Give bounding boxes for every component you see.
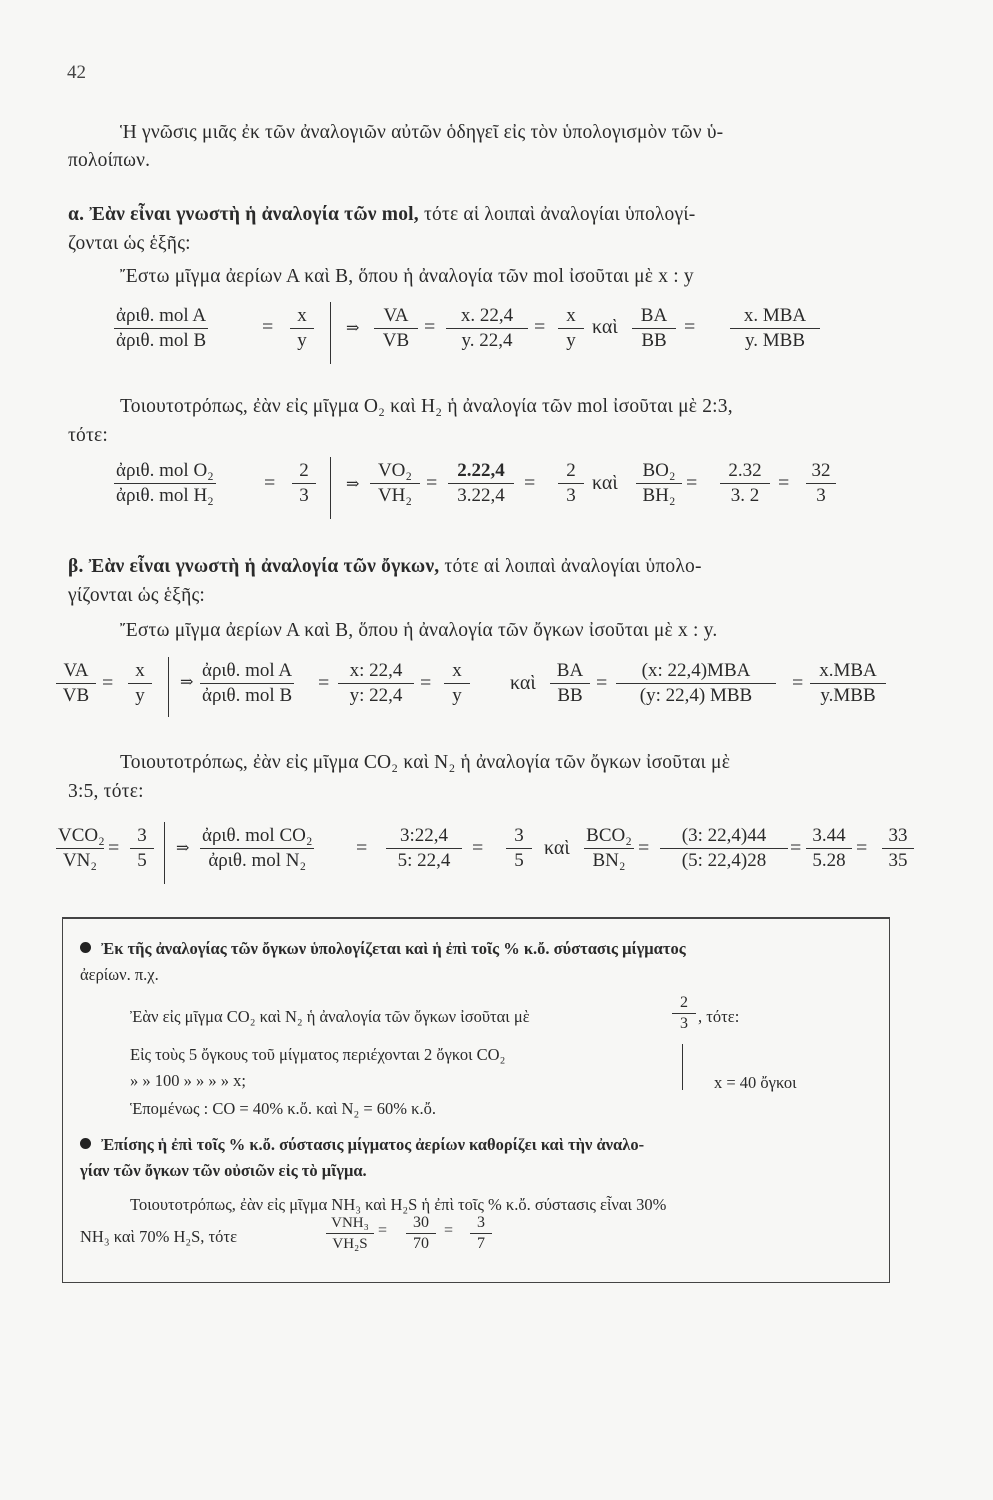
equals-sign: = <box>262 316 274 338</box>
fraction-arith-mol-A-B: ἀριθ. mol A ἀριθ. mol B <box>116 305 207 351</box>
beta-heading: β. Ἐὰν εἶναι γνωστὴ ἡ ἀναλογία τῶν ὄγκων, <box>68 556 440 577</box>
fraction-xc224-yc224: x: 22,4 y: 22,4 <box>338 660 414 707</box>
page: 42 Ἡ γνῶσις μιᾶς ἐκ τῶν ἀναλογιῶν αὐτῶν ὁδηγεῖ εἰς τὸν ὑπολογισμὸν τῶν ὑ- πολοίπων. α. Ἐὰν εἶναι γνωστὴ ἡ ἀναλογία τῶν mol, τότε αἱ λοιπαὶ ἀναλογίαι ὑπολογί- ζονται ὡς ἑξῆς: Ἔστω μῖγμα ἀερίων Α καὶ Β, ὅπου ἡ ἀναλογία τῶν mol ἰσοῦται μὲ x : y ἀριθ. mol A ἀριθ. mol B = x y ⇒ VA VB = x. 22,4 y. 22,4 = x y καὶ BA BB = x. MBA y. MBB Τοιουτοτρόπως, ἐὰν εἰς μῖγμα O₂ καὶ H₂ ἡ ἀναλογία τῶν mol ἰσοῦται μὲ 2:3, τότε: ἀριθ. mol O₂ ἀριθ. mol H₂ = 2 3 ⇒ VO₂ VH₂ = 2.22,4 3.22,4 = 2 3 καὶ BO₂ BH₂ = 2.32 3. 2 = 32 3 β. Ἐὰν εἶναι γνωστὴ ἡ ἀναλογία τῶν ὄγκων, τότε αἱ λοιπαὶ ἀναλογίαι ὑπολο- γίζονται ὡς ἑξῆς: Ἔστω μῖγμα ἀερίων Α καὶ Β, ὅπου ἡ ἀναλογία τῶν ὄγκων ἰσοῦται μὲ x : y. VA VB = x y ⇒ ἀριθ. mol A ἀριθ. mol B = x: 22,4 y: 22,4 = x y καὶ BA BB = (x: 22,4)MBA (y: 22,4) MBB = x.MBA y.MBB Τοιουτοτρόπως, ἐὰν εἰς μῖγμα CO₂ καὶ N₂ ἡ ἀναλογία τῶν ὄγκων ἰσοῦται μὲ 3:5, τότε: VCO₂ VN₂ = 3 5 ⇒ ἀριθ. mol CO₂ ἀριθ. mol N₂ = 3:22,4 5: 22,4 = 3 5 καὶ BCO₂ BN₂ = (3: 22,4)44 (5: 22,4)28 = 3.44 5.28 = 33 35 Ἐκ τῆς ἀναλογίας τῶν ὄγκων ὑπολογίζεται καὶ ἡ ἐπὶ τοῖς % κ.ὄ. σύστασις μίγματος ἀερίων. π.χ. Ἐὰν εἰς μῖγμα CO₂ καὶ N₂ ἡ ἀναλογία τῶν ὄγκων ἰσοῦται μὲ 2 3 , τότε: Εἰς τοὺς 5 ὄγκους τοῦ μίγματος περιέχονται 2 ὄγκοι CO₂ » » 100 » » » » x; x = 40 ὄγκοι Ἑπομένως : CO = 40% κ.ὄ. καὶ N₂ = 60% κ.ὄ. Ἐπίσης ἡ ἐπὶ τοῖς % κ.ὄ. σύστασις μίγματος ἀερίων καθορίζει καὶ τὴν ἀναλο- γίαν τῶν ὄγκων τῶν οὐσιῶν εἰς τὸ μῖγμα. Τοιουτοτρόπως, ἐὰν εἰς μῖγμα NH₃ καὶ H₂S ἡ ἐπὶ τοῖς % κ.ὄ. σύστασις εἶναι 30% NH₃ καὶ 70% H₂S, τότε VNH₃ VH₂S = 30 70 = 3 7 <box>0 0 993 1500</box>
vertical-divider <box>330 302 331 364</box>
implies-arrow: ⇒ <box>346 320 360 337</box>
box-note-1-line-2: ἀερίων. π.χ. <box>80 965 159 984</box>
fraction-VA-VB: VA VB <box>374 305 418 352</box>
fraction-32-3: 32 3 <box>806 460 836 507</box>
alpha-line-1 <box>68 200 695 230</box>
box-example-result: x = 40 ὄγκοι <box>714 1073 797 1092</box>
beta-line-1: β. Ἐὰν εἶναι γνωστὴ ἡ ἀναλογία τῶν ὄγκων, τότε αἱ λοιπαὶ ἀναλογίαι ὑπολο- <box>68 556 702 577</box>
alpha-heading: α. Ἐὰν εἶναι γνωστὴ ἡ ἀναλογία τῶν mol, <box>68 204 419 225</box>
beta-example-line-1: Τοιουτοτρόπως, ἐὰν εἰς μῖγμα CO₂ καὶ N₂ ἡ ἀναλογία τῶν ὄγκων ἰσοῦται μὲ <box>120 752 731 773</box>
alpha-example-line-1: Τοιουτοτρόπως, ἐὰν εἰς μῖγμα O₂ καὶ H₂ ἡ ἀναλογία τῶν mol ἰσοῦται μὲ 2:3, <box>120 396 733 417</box>
fraction-2-3-box: 2 3 <box>672 994 696 1033</box>
intro-line-2: πολοίπων. <box>68 150 151 171</box>
fraction-BA-BB-b: BA BB <box>550 660 590 707</box>
alpha-line-2: ζονται ὡς ἑξῆς: <box>68 233 191 254</box>
box-example-2-line-2: NH₃ καὶ 70% H₂S, τότε <box>80 1227 237 1246</box>
fraction-arith-mol-CO2-N2: ἀριθ. mol CO₂ ἀριθ. mol N₂ <box>202 825 313 871</box>
fraction-x-y-2: x y <box>558 305 584 352</box>
beta-line-3: Ἔστω μῖγμα ἀερίων Α καὶ Β, ὅπου ἡ ἀναλογία τῶν ὄγκων ἰσοῦται μὲ x : y. <box>120 620 718 641</box>
beta-example-line-2: 3:5, τότε: <box>68 781 144 802</box>
fraction-xMBA-yMBB: x. MBA y. MBB <box>730 305 820 352</box>
fraction-x224-y224: x. 22,4 y. 22,4 <box>446 305 528 352</box>
fraction-3-5-b: 3 5 <box>506 825 532 872</box>
page-number: 42 <box>67 62 86 83</box>
fraction-xMBA-yMBB-b: (x: 22,4)MBA (y: 22,4) MBB <box>616 660 776 707</box>
fraction-arith-mol-A-B-b: ἀριθ. mol A ἀριθ. mol B <box>202 660 293 706</box>
fraction-3-7: 3 7 <box>470 1214 492 1253</box>
fraction-arith-mol-O2-H2: ἀριθ. mol O₂ ἀριθ. mol H₂ <box>116 460 214 506</box>
alpha-example-line-2: τότε: <box>68 425 109 446</box>
fraction-3p44-5p28: 3.44 5.28 <box>806 825 852 872</box>
box-example-line-2: Εἰς τοὺς 5 ὄγκους τοῦ μίγματος περιέχονται 2 ὄγκοι CO₂ <box>130 1045 506 1064</box>
bullet-icon <box>80 1138 91 1149</box>
box-example-line-4: Ἑπομένως : CO = 40% κ.ὄ. καὶ N₂ = 60% κ.ὄ. <box>130 1099 436 1118</box>
alpha-line-3: Ἔστω μῖγμα ἀερίων Α καὶ Β, ὅπου ἡ ἀναλογία τῶν mol ἰσοῦται μὲ x : y <box>120 266 694 287</box>
beta-line-2: γίζονται ὡς ἑξῆς: <box>68 585 206 606</box>
box-note-2-line-2: γίαν τῶν ὄγκων τῶν οὐσιῶν εἰς τὸ μῖγμα. <box>80 1161 367 1180</box>
fraction-VNH3-VH2S: VNH₃ VH₂S <box>326 1214 374 1253</box>
fraction-x-y-b: x y <box>128 660 152 707</box>
fraction-VCO2-VN2: VCO₂ VN₂ <box>58 825 105 871</box>
fraction-VO2-VH2: VO₂ VH₂ <box>370 460 420 507</box>
box-example-line-1-post: , τότε: <box>698 1007 740 1026</box>
alpha-line-1-rest: τότε αἱ λοιπαὶ ἀναλογίαι ὑπολογί- <box>423 204 696 225</box>
fraction-33-35: 33 35 <box>882 825 914 872</box>
box-note-1-line-1: Ἐκ τῆς ἀναλογίας τῶν ὄγκων ὑπολογίζεται καὶ ἡ ἐπὶ τοῖς % κ.ὄ. σύστασις μίγματος <box>80 936 686 962</box>
fraction-2x224-3x224: 2.22,4 3.22,4 <box>448 460 514 507</box>
fraction-3x44-5x28: (3: 22,4)44 (5: 22,4)28 <box>660 825 788 872</box>
fraction-BA-BB: BA BB <box>632 305 676 352</box>
fraction-2-3: 2 3 <box>292 460 316 507</box>
fraction-xMBA-yMBB-c: x.MBA y.MBB <box>810 660 886 707</box>
box-example-line-1: Ἐὰν εἰς μῖγμα CO₂ καὶ N₂ ἡ ἀναλογία τῶν ὄγκων ἰσοῦται μὲ <box>130 1007 530 1026</box>
fraction-x-y: x y <box>290 305 314 352</box>
fraction-VA-VB-b: VA VB <box>56 660 96 707</box>
fraction-30-70: 30 70 <box>406 1214 436 1253</box>
box-example-line-3: » » 100 » » » » x; <box>130 1071 246 1090</box>
fraction-x-y-c: x y <box>444 660 470 707</box>
fraction-BCO2-BN2: BCO₂ BN₂ <box>584 825 634 872</box>
bullet-icon <box>80 942 91 953</box>
intro-line-1: Ἡ γνῶσις μιᾶς ἐκ τῶν ἀναλογιῶν αὐτῶν ὁδηγεῖ εἰς τὸν ὑπολογισμὸν τῶν ὑ- <box>120 122 724 143</box>
fraction-2-3-b: 2 3 <box>558 460 584 507</box>
kai-word: καὶ <box>592 316 618 338</box>
fraction-BO2-BH2: BO₂ BH₂ <box>636 460 682 507</box>
fraction-3-5: 3 5 <box>130 825 154 872</box>
fraction-2x32-3x2: 2.32 3. 2 <box>720 460 770 507</box>
fraction-3c224-5c224: 3:22,4 5: 22,4 <box>386 825 462 872</box>
box-example-2-line-1: Τοιουτοτρόπως, ἐὰν εἰς μῖγμα NH₃ καὶ H₂S ἡ ἐπὶ τοῖς % κ.ὄ. σύστασις εἶναι 30% <box>130 1195 667 1214</box>
box-note-2-line-1: Ἐπίσης ἡ ἐπὶ τοῖς % κ.ὄ. σύστασις μίγματος ἀερίων καθορίζει καὶ τὴν ἀναλο- <box>80 1132 644 1158</box>
